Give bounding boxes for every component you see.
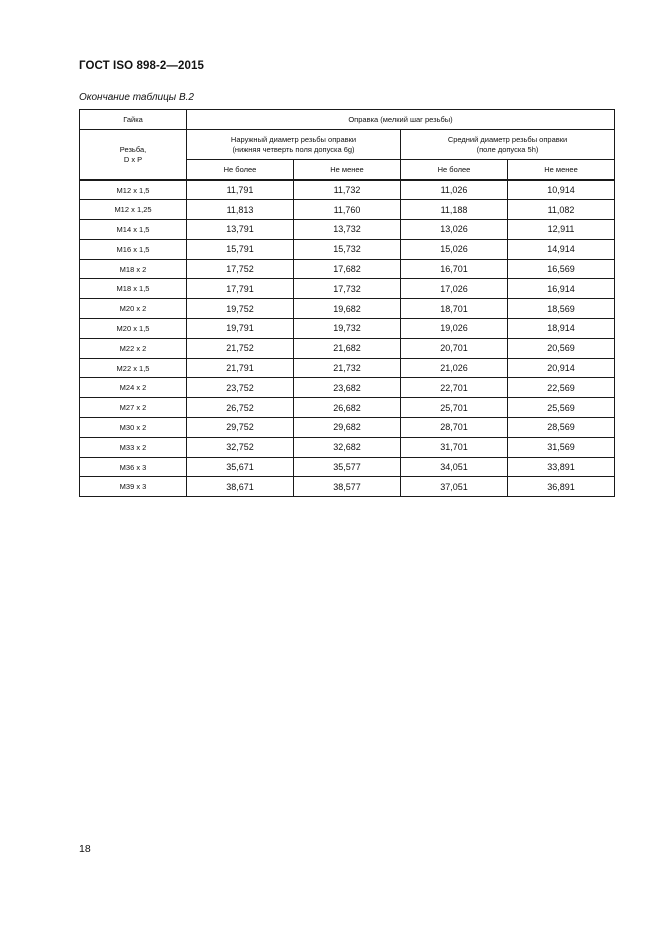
row-pitch-min: 10,914 xyxy=(508,180,615,200)
row-pitch-min: 20,914 xyxy=(508,358,615,378)
row-pitch-max: 18,701 xyxy=(401,299,508,319)
table-row xyxy=(80,418,615,438)
row-outer-max: 32,752 xyxy=(187,437,294,457)
row-thread: M33 x 2 xyxy=(80,437,187,457)
header-outer-diameter-line2: (нижняя четверть поля допуска 6g) xyxy=(232,144,355,154)
row-pitch-min: 25,569 xyxy=(508,398,615,418)
header-mandrel: Оправка (мелкий шаг резьбы) xyxy=(187,110,615,130)
row-thread: M36 x 3 xyxy=(80,457,187,477)
row-pitch-min: 31,569 xyxy=(508,437,615,457)
row-outer-max: 17,752 xyxy=(187,259,294,279)
table-row xyxy=(80,220,615,240)
row-pitch-max: 16,701 xyxy=(401,259,508,279)
row-outer-min: 15,732 xyxy=(294,239,401,259)
document-header: ГОСТ ISO 898-2—2015 xyxy=(79,60,204,72)
row-outer-min: 11,732 xyxy=(294,180,401,200)
row-pitch-max: 22,701 xyxy=(401,378,508,398)
row-outer-max: 21,791 xyxy=(187,358,294,378)
header-outer-max: Не более xyxy=(187,160,294,181)
row-outer-max: 11,791 xyxy=(187,180,294,200)
header-outer-min: Не менее xyxy=(294,160,401,181)
row-outer-max: 13,791 xyxy=(187,220,294,240)
table-row xyxy=(80,398,615,418)
row-outer-min: 29,682 xyxy=(294,418,401,438)
row-thread: M22 x 1,5 xyxy=(80,358,187,378)
row-pitch-min: 33,891 xyxy=(508,457,615,477)
header-pitch-min: Не менее xyxy=(508,160,615,181)
row-pitch-max: 11,026 xyxy=(401,180,508,200)
row-thread: M18 x 2 xyxy=(80,259,187,279)
row-outer-min: 17,682 xyxy=(294,259,401,279)
row-thread: M16 x 1,5 xyxy=(80,239,187,259)
row-outer-min: 21,732 xyxy=(294,358,401,378)
row-pitch-max: 25,701 xyxy=(401,398,508,418)
row-pitch-min: 36,891 xyxy=(508,477,615,497)
row-outer-min: 26,682 xyxy=(294,398,401,418)
row-pitch-min: 11,082 xyxy=(508,200,615,220)
header-outer-diameter xyxy=(187,130,401,160)
table-row xyxy=(80,457,615,477)
table-row xyxy=(80,338,615,358)
row-outer-min: 13,732 xyxy=(294,220,401,240)
row-pitch-min: 22,569 xyxy=(508,378,615,398)
row-thread: M24 x 2 xyxy=(80,378,187,398)
row-pitch-min: 14,914 xyxy=(508,239,615,259)
row-outer-min: 38,577 xyxy=(294,477,401,497)
row-thread: M39 x 3 xyxy=(80,477,187,497)
header-nut: Гайка xyxy=(80,110,187,130)
row-outer-max: 11,813 xyxy=(187,200,294,220)
row-outer-min: 32,682 xyxy=(294,437,401,457)
header-pitch-max: Не более xyxy=(401,160,508,181)
row-pitch-min: 16,914 xyxy=(508,279,615,299)
row-outer-max: 21,752 xyxy=(187,338,294,358)
header-thread-line1: Резьба, xyxy=(119,144,147,154)
header-pitch-diameter-line1: Средний диаметр резьбы оправки xyxy=(447,134,568,144)
row-pitch-min: 20,569 xyxy=(508,338,615,358)
table-row xyxy=(80,279,615,299)
row-thread: M30 x 2 xyxy=(80,418,187,438)
page-number: 18 xyxy=(79,843,91,855)
row-pitch-max: 31,701 xyxy=(401,437,508,457)
row-thread: M20 x 2 xyxy=(80,299,187,319)
row-outer-min: 21,682 xyxy=(294,338,401,358)
table-row xyxy=(80,437,615,457)
table-row xyxy=(80,358,615,378)
row-outer-min: 23,682 xyxy=(294,378,401,398)
table-body xyxy=(80,180,615,497)
row-thread: M12 x 1,25 xyxy=(80,200,187,220)
row-thread: M22 x 2 xyxy=(80,338,187,358)
row-outer-max: 23,752 xyxy=(187,378,294,398)
row-outer-max: 19,791 xyxy=(187,319,294,339)
row-outer-max: 15,791 xyxy=(187,239,294,259)
table-row xyxy=(80,378,615,398)
row-outer-max: 17,791 xyxy=(187,279,294,299)
row-pitch-max: 17,026 xyxy=(401,279,508,299)
row-thread: M27 x 2 xyxy=(80,398,187,418)
row-thread: M12 x 1,5 xyxy=(80,180,187,200)
row-pitch-max: 37,051 xyxy=(401,477,508,497)
row-pitch-max: 20,701 xyxy=(401,338,508,358)
table-row xyxy=(80,477,615,497)
mandrel-thread-table xyxy=(79,109,615,497)
row-outer-max: 35,671 xyxy=(187,457,294,477)
row-pitch-min: 18,569 xyxy=(508,299,615,319)
row-outer-min: 19,732 xyxy=(294,319,401,339)
row-pitch-max: 19,026 xyxy=(401,319,508,339)
row-pitch-min: 18,914 xyxy=(508,319,615,339)
row-thread: M20 x 1,5 xyxy=(80,319,187,339)
table-row xyxy=(80,200,615,220)
header-pitch-diameter-line2: (поле допуска 5h) xyxy=(476,144,539,154)
table-row xyxy=(80,239,615,259)
table-row xyxy=(80,180,615,200)
row-pitch-min: 16,569 xyxy=(508,259,615,279)
row-outer-max: 29,752 xyxy=(187,418,294,438)
row-pitch-max: 28,701 xyxy=(401,418,508,438)
row-thread: M14 x 1,5 xyxy=(80,220,187,240)
table-row xyxy=(80,259,615,279)
row-outer-min: 17,732 xyxy=(294,279,401,299)
table-row xyxy=(80,319,615,339)
row-pitch-max: 13,026 xyxy=(401,220,508,240)
row-pitch-max: 11,188 xyxy=(401,200,508,220)
row-thread: M18 x 1,5 xyxy=(80,279,187,299)
row-pitch-min: 12,911 xyxy=(508,220,615,240)
header-outer-diameter-line1: Наружный диаметр резьбы оправки xyxy=(230,134,357,144)
row-pitch-max: 15,026 xyxy=(401,239,508,259)
row-outer-min: 19,682 xyxy=(294,299,401,319)
header-thread xyxy=(80,130,187,181)
row-pitch-max: 34,051 xyxy=(401,457,508,477)
row-pitch-max: 21,026 xyxy=(401,358,508,378)
row-outer-max: 19,752 xyxy=(187,299,294,319)
header-thread-line2: D x P xyxy=(123,154,143,164)
row-outer-max: 38,671 xyxy=(187,477,294,497)
row-outer-max: 26,752 xyxy=(187,398,294,418)
row-outer-min: 11,760 xyxy=(294,200,401,220)
row-pitch-min: 28,569 xyxy=(508,418,615,438)
table-row xyxy=(80,299,615,319)
row-outer-min: 35,577 xyxy=(294,457,401,477)
table-caption: Окончание таблицы В.2 xyxy=(79,92,194,103)
header-pitch-diameter xyxy=(401,130,615,160)
